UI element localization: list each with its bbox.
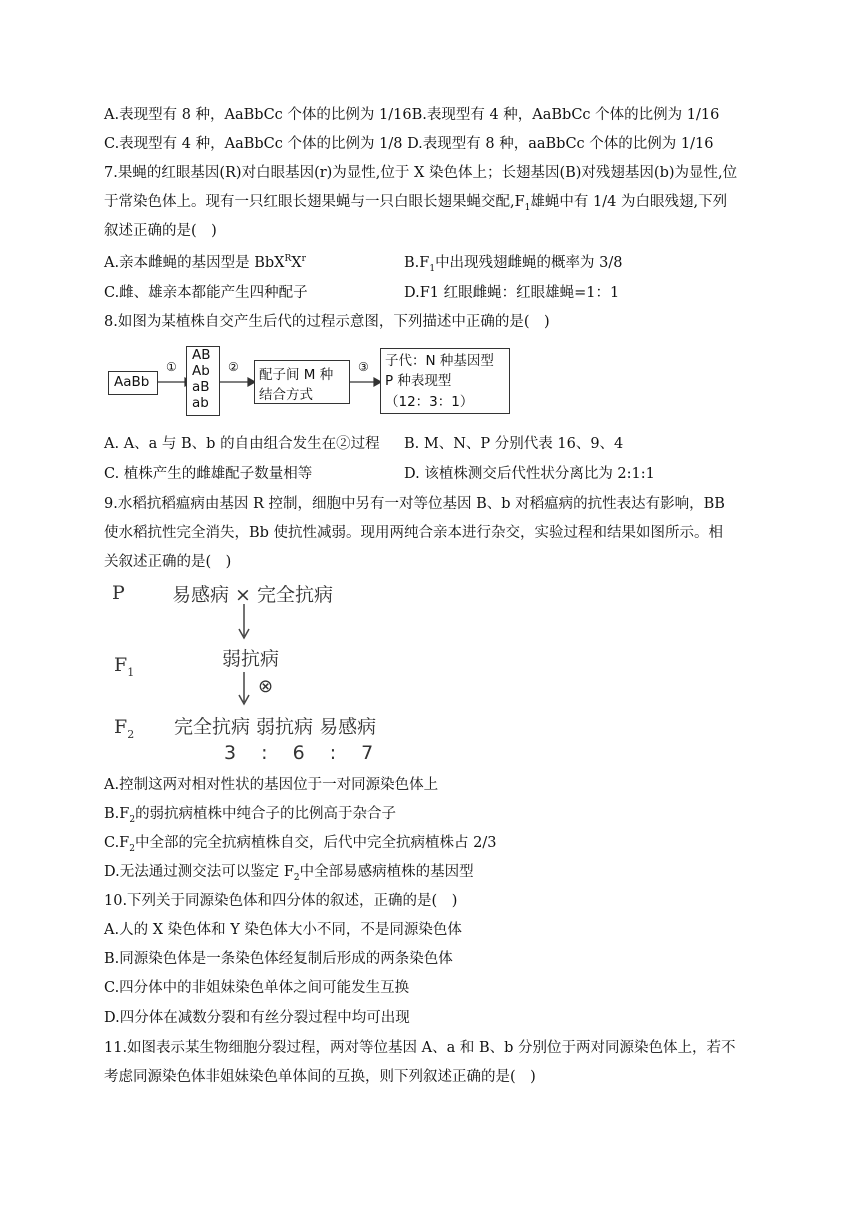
q8-process-diagram [108, 344, 518, 414]
q8-offspring-ratio: （12：3：1） [385, 394, 474, 410]
q10-option-b: B.同源染色体是一条染色体经复制后形成的两条染色体 [104, 951, 453, 967]
q6-option-b: B.表现型有 4 种，AaBbCc 个体的比例为 1/16 [411, 107, 720, 123]
q8-combination-line-1: 配子间 M 种 [259, 367, 334, 383]
q9-f1-label: $F_1$ [114, 654, 135, 679]
q11-stem-line-2: 考虑同源染色体非姐妹染色单体间的互换，则下列叙述正确的是( ) [104, 1069, 536, 1085]
q8-gamete: ab [192, 395, 209, 411]
q9-option-a: A.控制这两对相对性状的基因位于一对同源染色体上 [104, 777, 439, 793]
q7-stem-line-3: 叙述正确的是( ) [104, 223, 217, 239]
q8-offspring-genotypes: 子代：N 种基因型 [385, 353, 494, 369]
q9-f2-phenotypes: 完全抗病 弱抗病 易感病 [174, 716, 377, 738]
q9-stem-line-1: 9.水稻抗稻瘟病由基因 R 控制，细胞中另有一对等位基因 B、b 对稻瘟病的抗性表达有影响，BB [104, 496, 725, 512]
q6-option-c: C.表现型有 4 种，AaBbCc 个体的比例为 1/8 [104, 136, 403, 152]
q9-stem-line-3: 关叙述正确的是( ) [104, 554, 232, 570]
q8-step-2: ② [228, 360, 239, 374]
q8-gamete: Ab [192, 363, 210, 379]
q10-option-a: A.人的 X 染色体和 Y 染色体大小不同，不是同源染色体 [104, 922, 462, 938]
q8-parent-box [108, 371, 158, 395]
q9-p-cross: 易感病 × 完全抗病 [172, 584, 333, 606]
q7-option-a: A.亲本雌蝇的基因型是 $BbX^RX^r$ [104, 254, 306, 271]
q6-options-row-2 [104, 134, 713, 154]
q9-f2-ratio: 3 : 6 : 7 [224, 742, 374, 764]
q7-option-b: $B.F_1$中出现残翅雌蝇的概率为 3/8 [404, 255, 623, 274]
q9-option-d: D.无法通过测交法可以鉴定 $F_2$中全部易感病植株的基因型 [104, 864, 474, 883]
q8-parent-genotype: AaBb [114, 374, 150, 390]
q9-f1-phenotype: 弱抗病 [222, 648, 280, 670]
q9-cross-diagram [104, 572, 404, 772]
q9-stem-line-2: 使水稻抗性完全消失，Bb 使抗性减弱。现用两纯合亲本进行杂交，实验过程和结果如图所示。相 [104, 525, 724, 541]
q8-combination-line-2: 结合方式 [259, 387, 313, 403]
q6-option-d: D.表现型有 8 种，aaBbCc 个体的比例为 1/16 [407, 136, 714, 152]
q9-option-b: $B.F_2$的弱抗病植株中纯合子的比例高于杂合子 [104, 806, 397, 825]
q9-selfing-symbol: ⊗ [258, 676, 274, 697]
q7-option-d: D.F1 红眼雌蝇：红眼雄蝇=1：1 [404, 285, 620, 301]
q8-option-a: A. A、a 与 B、b 的自由组合发生在②过程 [104, 436, 380, 452]
q8-option-d: D. 该植株测交后代性状分离比为 2:1:1 [404, 466, 655, 482]
q9-f2-label: $F_2$ [114, 716, 135, 741]
q8-offspring-box [380, 348, 510, 414]
q8-gamete: AB [192, 347, 211, 363]
q10-option-c: C.四分体中的非姐妹染色单体之间可能发生互换 [104, 980, 410, 996]
q6-option-a: A.表现型有 8 种，AaBbCc 个体的比例为 1/16 [104, 107, 412, 123]
q8-combination-box [254, 360, 350, 404]
q8-option-b: B. M、N、P 分别代表 16、9、4 [404, 436, 624, 452]
q9-option-c: $C.F_2$中全部的完全抗病植株自交，后代中完全抗病植株占 2/3 [104, 835, 497, 854]
q9-p-label: P [112, 582, 125, 604]
q8-step-1: ① [166, 360, 177, 374]
q10-option-d: D.四分体在减数分裂和有丝分裂过程中均可出现 [104, 1010, 410, 1026]
q8-offspring-phenotypes: P 种表现型 [385, 373, 452, 389]
q8-option-c: C. 植株产生的雌雄配子数量相等 [104, 466, 313, 482]
q11-stem-line-1: 11.如图表示某生物细胞分裂过程，两对等位基因 A、a 和 B、b 分别位于两对同源染色体上，若不 [104, 1040, 736, 1056]
q8-stem: 8.如图为某植株自交产生后代的过程示意图，下列描述中正确的是( ) [104, 314, 550, 330]
q6-options-row-1 [104, 105, 719, 125]
q7-stem-line-1: 7.果蝇的红眼基因(R)对白眼基因(r)为显性,位于 X 染色体上；长翅基因(B)对残翅基因(b)为显性,位 [104, 165, 738, 181]
q10-stem: 10.下列关于同源染色体和四分体的叙述，正确的是( ) [104, 893, 458, 909]
q8-gamete: aB [192, 379, 210, 395]
q8-gametes-box [186, 346, 220, 416]
q8-step-3: ③ [358, 360, 369, 374]
q7-stem-line-2: 于常染色体上。现有一只红眼长翅果蝇与一只白眼长翅果蝇交配$,F_1$雄蝇中有 1/4 为白眼残翅,下列 [104, 194, 728, 213]
q7-option-c: C.雌、雄亲本都能产生四种配子 [104, 285, 308, 301]
